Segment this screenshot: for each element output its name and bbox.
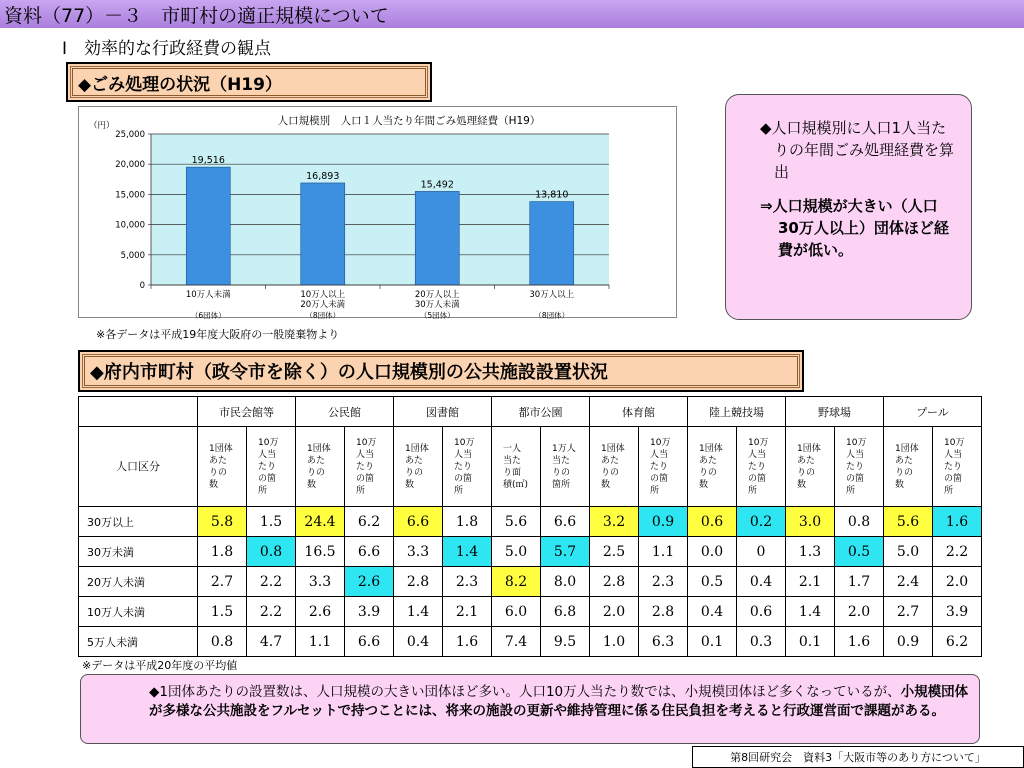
table-cell: 2.2 xyxy=(247,597,296,627)
table-cell: 2.8 xyxy=(590,567,639,597)
x-count-label: （8団体） xyxy=(534,311,570,319)
table-cell: 0.1 xyxy=(786,627,835,657)
table-cell: 0.8 xyxy=(247,537,296,567)
y-tick-label: 0 xyxy=(139,281,145,291)
x-count-label: （5団体） xyxy=(419,311,455,319)
table-row xyxy=(79,627,982,657)
subheader-text: 1万人当たりの箇所 xyxy=(552,443,576,490)
table-cell: 0.5 xyxy=(835,537,884,567)
table-cell: 6.2 xyxy=(933,627,982,657)
subheader-text: 10万人当たりの箇所 xyxy=(650,437,671,496)
table-cell: 16.5 xyxy=(296,537,345,567)
bar xyxy=(301,183,345,285)
table-cell: 2.7 xyxy=(198,567,247,597)
table-cell: 1.4 xyxy=(443,537,492,567)
facility-header: 野球場 xyxy=(786,397,884,427)
table-cell: 1.1 xyxy=(296,627,345,657)
table-cell: 6.6 xyxy=(541,507,590,537)
table-cell: 5.7 xyxy=(541,537,590,567)
table-cell: 8.2 xyxy=(492,567,541,597)
table-cell: 1.5 xyxy=(198,597,247,627)
callout-box xyxy=(725,94,972,320)
table-cell: 1.3 xyxy=(786,537,835,567)
x-count-label: （8団体） xyxy=(305,311,341,319)
bar xyxy=(415,191,459,285)
bar-value-label: 15,492 xyxy=(420,179,454,191)
table-cell: 9.5 xyxy=(541,627,590,657)
table-cell: 6.8 xyxy=(541,597,590,627)
table-cell: 1.4 xyxy=(786,597,835,627)
table-row xyxy=(79,537,982,567)
subheader-text: 1団体あたりの数 xyxy=(209,443,233,490)
table-cell: 3.3 xyxy=(394,537,443,567)
facility-table xyxy=(78,396,982,657)
table-cell: 2.5 xyxy=(590,537,639,567)
subheader-text: 1団体あたりの数 xyxy=(699,443,723,490)
subheader-cell xyxy=(786,427,835,507)
table-cell: 1.6 xyxy=(933,507,982,537)
subheader-text: 1団体あたりの数 xyxy=(797,443,821,490)
table-cell: 3.3 xyxy=(296,567,345,597)
table-note: ※データは平成20年度の平均値 xyxy=(82,659,238,672)
table-cell: 0.0 xyxy=(688,537,737,567)
table-row xyxy=(79,567,982,597)
subheader-cell xyxy=(884,427,933,507)
y-tick-label: 25,000 xyxy=(115,130,145,140)
unit-label: （円） xyxy=(89,121,115,131)
row-label: 30万未満 xyxy=(79,537,198,567)
callout-point1: ◆人口規模別に人口1人当たりの年間ごみ処理経費を算出 xyxy=(760,119,955,181)
subheader-text: 10万人当たりの箇所 xyxy=(846,437,867,496)
x-tick-label: 30万人以上 xyxy=(529,290,575,300)
facility-header: 図書館 xyxy=(394,397,492,427)
subheader-cell xyxy=(737,427,786,507)
table-cell: 3.9 xyxy=(933,597,982,627)
facility-header: 陸上競技場 xyxy=(688,397,786,427)
subheader-text: 1団体あたりの数 xyxy=(307,443,331,490)
table-cell: 7.4 xyxy=(492,627,541,657)
subheader-cell xyxy=(933,427,982,507)
table-cell: 0.6 xyxy=(688,507,737,537)
table-cell: 5.0 xyxy=(884,537,933,567)
table-cell: 6.6 xyxy=(345,627,394,657)
subheader-cell xyxy=(541,427,590,507)
table-cell: 2.1 xyxy=(786,567,835,597)
population-class-header: 人口区分 xyxy=(79,427,198,507)
section1-label: ◆ごみ処理の状況（H19） xyxy=(78,74,282,95)
section1-header xyxy=(66,62,432,102)
subheader-cell xyxy=(345,427,394,507)
row-label: 5万人未満 xyxy=(79,627,198,657)
table-cell: 4.7 xyxy=(247,627,296,657)
header-blank xyxy=(79,397,198,427)
subheader-cell xyxy=(639,427,688,507)
table-cell: 0.4 xyxy=(688,597,737,627)
table-cell: 0.4 xyxy=(394,627,443,657)
subheader-cell xyxy=(443,427,492,507)
table-cell: 0.5 xyxy=(688,567,737,597)
table-row xyxy=(79,597,982,627)
row-label: 30万以上 xyxy=(79,507,198,537)
table-cell: 6.6 xyxy=(345,537,394,567)
table-cell: 3.9 xyxy=(345,597,394,627)
table-cell: 0.9 xyxy=(639,507,688,537)
table-cell: 1.0 xyxy=(590,627,639,657)
table-cell: 2.2 xyxy=(933,537,982,567)
footer: 第8回研究会 資料3「大阪市等のあり方について」 xyxy=(692,746,1024,768)
table-cell: 5.6 xyxy=(492,507,541,537)
subheader-text: 10万人当たりの箇所 xyxy=(748,437,769,496)
table-cell: 1.5 xyxy=(247,507,296,537)
table-cell: 5.6 xyxy=(884,507,933,537)
table-cell: 2.4 xyxy=(884,567,933,597)
table-cell: 0 xyxy=(737,537,786,567)
conclusion-bold: 小規模団体が多様な公共施設をフルセットで持つことには、将来の施設の更新や維持管理に係る住民負担を考えると行政運営面で課題がある。 xyxy=(149,684,969,719)
subheader-cell xyxy=(296,427,345,507)
table-header-row xyxy=(79,397,982,427)
table-cell: 2.0 xyxy=(835,597,884,627)
table-row xyxy=(79,507,982,537)
subheader-text: 10万人当たりの箇所 xyxy=(944,437,965,496)
subheader-cell xyxy=(590,427,639,507)
table-cell: 8.0 xyxy=(541,567,590,597)
facility-header: 都市公園 xyxy=(492,397,590,427)
table-cell: 2.1 xyxy=(443,597,492,627)
title-bar xyxy=(0,0,1024,28)
table-cell: 2.6 xyxy=(296,597,345,627)
table-cell: 6.2 xyxy=(345,507,394,537)
y-tick-label: 15,000 xyxy=(115,190,145,201)
x-tick-label: 20万人以上 xyxy=(414,290,460,300)
table-cell: 2.0 xyxy=(933,567,982,597)
table-cell: 6.6 xyxy=(394,507,443,537)
table-cell: 1.6 xyxy=(835,627,884,657)
conclusion-box xyxy=(80,674,980,744)
table-cell: 2.8 xyxy=(639,597,688,627)
chart-note: ※各データは平成19年度大阪府の一般廃棄物より xyxy=(96,328,340,341)
section2-label: ◆府内市町村（政令市を除く）の人口規模別の公共施設設置状況 xyxy=(90,362,608,383)
table-cell: 1.7 xyxy=(835,567,884,597)
table-cell: 1.1 xyxy=(639,537,688,567)
subheader-cell xyxy=(688,427,737,507)
subheader-text: 10万人当たりの箇所 xyxy=(454,437,475,496)
table-cell: 2.7 xyxy=(884,597,933,627)
subheader-text: 1団体あたりの数 xyxy=(601,443,625,490)
garbage-cost-chart xyxy=(78,106,677,318)
bar-value-label: 13,810 xyxy=(535,189,569,201)
subheader-text: 10万人当たりの箇所 xyxy=(356,437,377,496)
conclusion-normal: ◆1団体あたりの設置数は、人口規模の大きい団体ほど多い。人口10万人当たり数では、小規模団体ほど多くなっているが、 xyxy=(149,684,901,700)
facility-header: 体育館 xyxy=(590,397,688,427)
row-label: 10万人未満 xyxy=(79,597,198,627)
subheader-cell xyxy=(198,427,247,507)
table-cell: 0.8 xyxy=(198,627,247,657)
table-cell: 2.2 xyxy=(247,567,296,597)
callout-point2: ⇒人口規模が大きい（人口30万人以上）団体ほど経費が低い。 xyxy=(760,197,949,259)
facility-header: 市民会館等 xyxy=(198,397,296,427)
x-tick-label: 10万人未満 xyxy=(185,290,231,300)
subheader-cell xyxy=(835,427,884,507)
section2-header xyxy=(78,350,804,392)
bar xyxy=(530,202,574,285)
table-cell: 3.0 xyxy=(786,507,835,537)
table-cell: 2.3 xyxy=(443,567,492,597)
table-cell: 0.1 xyxy=(688,627,737,657)
subtitle: Ⅰ 効率的な行政経費の観点 xyxy=(62,39,272,59)
facility-header: 公民館 xyxy=(296,397,394,427)
subheader-text: 1団体あたりの数 xyxy=(895,443,919,490)
x-tick-label: 10万人以上 xyxy=(300,290,346,300)
table-cell: 2.8 xyxy=(394,567,443,597)
table-cell: 1.8 xyxy=(198,537,247,567)
table-cell: 5.0 xyxy=(492,537,541,567)
chart-title: 人口規模別 人口１人当たり年間ごみ処理経費（H19） xyxy=(277,115,541,127)
subheader-cell xyxy=(394,427,443,507)
table-cell: 6.3 xyxy=(639,627,688,657)
bar-value-label: 16,893 xyxy=(306,170,340,182)
subheader-cell xyxy=(247,427,296,507)
subheader-text: 10万人当たりの箇所 xyxy=(258,437,279,496)
table-cell: 6.0 xyxy=(492,597,541,627)
page-title: 資料（77）－３ 市町村の適正規模について xyxy=(4,5,389,27)
table-cell: 3.2 xyxy=(590,507,639,537)
facility-header: プール xyxy=(884,397,982,427)
table-cell: 0.4 xyxy=(737,567,786,597)
table-cell: 5.8 xyxy=(198,507,247,537)
chart-svg xyxy=(79,107,678,319)
x-count-label: （6団体） xyxy=(190,311,226,319)
y-tick-label: 5,000 xyxy=(120,250,145,261)
table-cell: 0.9 xyxy=(884,627,933,657)
y-tick-label: 10,000 xyxy=(115,220,145,231)
subheader-text: 1団体あたりの数 xyxy=(405,443,429,490)
bar xyxy=(186,167,230,285)
table-cell: 1.8 xyxy=(443,507,492,537)
table-subheader-row xyxy=(79,427,982,507)
table-cell: 0.6 xyxy=(737,597,786,627)
table-cell: 2.6 xyxy=(345,567,394,597)
table-cell: 24.4 xyxy=(296,507,345,537)
subheader-text: 一人当たり面積(㎡) xyxy=(503,443,529,490)
table-cell: 1.4 xyxy=(394,597,443,627)
subheader-cell xyxy=(492,427,541,507)
table-cell: 2.3 xyxy=(639,567,688,597)
y-tick-label: 20,000 xyxy=(115,160,145,171)
table-cell: 0.3 xyxy=(737,627,786,657)
x-tick-label: 30万人未満 xyxy=(414,300,460,310)
x-tick-label: 20万人未満 xyxy=(300,300,346,310)
table-cell: 2.0 xyxy=(590,597,639,627)
table-cell: 0.8 xyxy=(835,507,884,537)
table-cell: 1.6 xyxy=(443,627,492,657)
bar-value-label: 19,516 xyxy=(191,155,225,167)
row-label: 20万人未満 xyxy=(79,567,198,597)
table-cell: 0.2 xyxy=(737,507,786,537)
